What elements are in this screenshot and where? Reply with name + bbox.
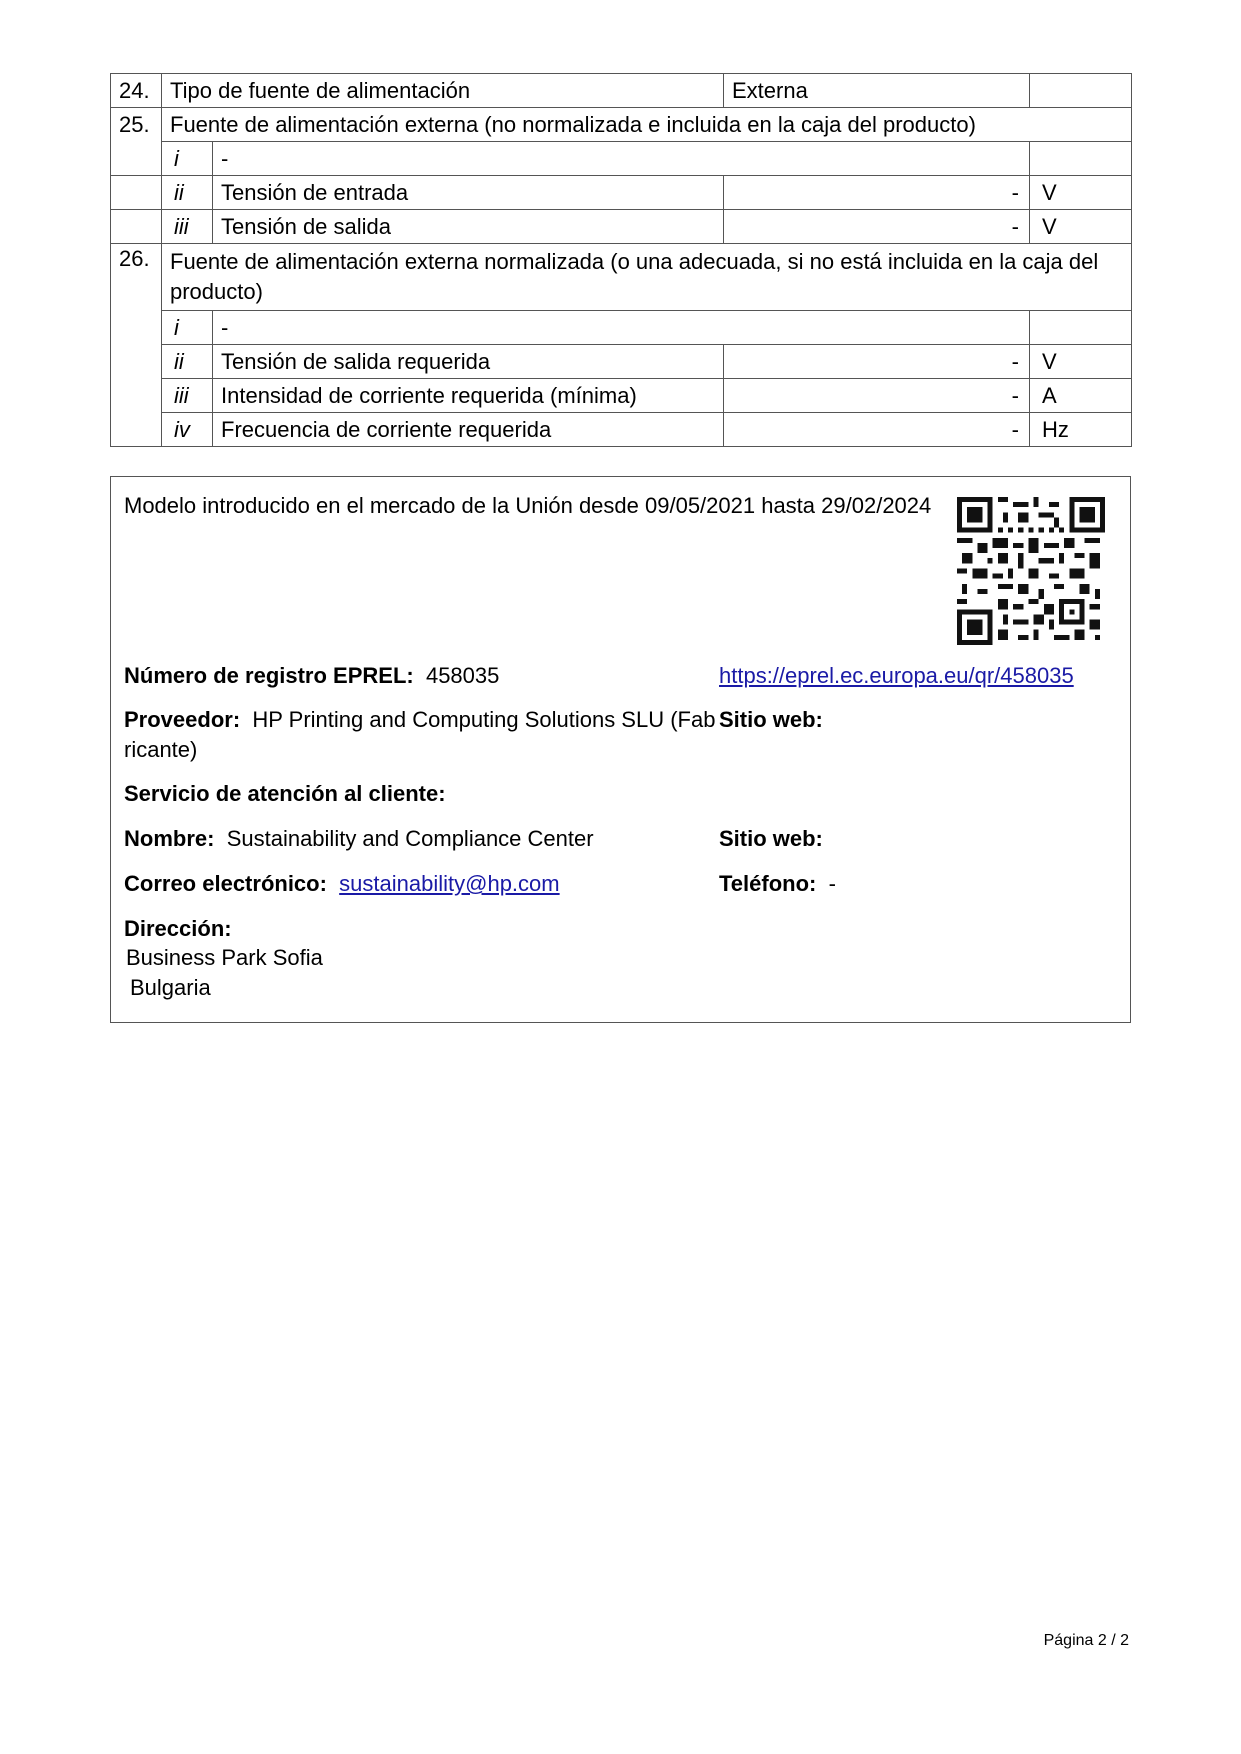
row-value: Externa: [724, 74, 1030, 108]
email-link[interactable]: sustainability@hp.com: [339, 871, 560, 896]
sub-roman: iii: [162, 210, 213, 244]
table-row: [111, 176, 1132, 210]
supplier-value-cont: ricante): [124, 737, 198, 762]
supplier-website-label: Sitio web:: [719, 707, 823, 732]
table-row: [111, 74, 1132, 108]
table-row: [111, 379, 1132, 413]
spec-table: [110, 73, 1132, 447]
sub-roman: ii: [162, 176, 213, 210]
sub-roman: ii: [162, 345, 213, 379]
sub-unit: A: [1030, 379, 1132, 413]
service-website-label: Sitio web:: [719, 826, 823, 851]
address-line: Business Park Sofia: [126, 945, 323, 970]
info-box: [110, 476, 1131, 1023]
row-label: Fuente de alimentación externa (no normalizada e incluida en la caja del producto): [162, 108, 1132, 142]
page-number: Página 2 / 2: [1043, 1632, 1129, 1649]
supplier-value: HP Printing and Computing Solutions SLU (Fab: [252, 707, 716, 732]
eprel-label: Número de registro EPREL:: [124, 663, 414, 688]
table-row: [111, 345, 1132, 379]
sub-roman: iv: [162, 413, 213, 447]
sub-value: -: [724, 345, 1030, 379]
table-row: [111, 413, 1132, 447]
sub-label: -: [213, 142, 1030, 176]
market-text: Modelo introducido en el mercado de la Unión desde 09/05/2021 hasta 29/02/2024: [124, 493, 932, 518]
sub-label: Frecuencia de corriente requerida: [213, 413, 724, 447]
table-row: [111, 244, 1132, 311]
row-number: 25.: [111, 108, 162, 142]
eprel-link[interactable]: https://eprel.ec.europa.eu/qr/458035: [719, 663, 1074, 688]
sub-unit: V: [1030, 210, 1132, 244]
sub-roman: i: [162, 142, 213, 176]
sub-unit: V: [1030, 176, 1132, 210]
sub-value: -: [724, 176, 1030, 210]
phone-value: -: [828, 871, 836, 896]
sub-roman: i: [162, 311, 213, 345]
table-row: [111, 108, 1132, 142]
table-row: [111, 311, 1132, 345]
sub-roman: iii: [162, 379, 213, 413]
row-label: Tipo de fuente de alimentación: [162, 74, 724, 108]
row-unit: [1030, 74, 1132, 108]
address-label: Dirección:: [124, 916, 232, 941]
address-line: Bulgaria: [130, 975, 211, 1000]
service-email: [124, 869, 560, 899]
sub-label: Tensión de salida: [213, 210, 724, 244]
phone-label: Teléfono:: [719, 871, 817, 896]
sub-value: -: [724, 379, 1030, 413]
sub-value: -: [724, 210, 1030, 244]
name-label: Nombre:: [124, 826, 215, 851]
sub-label: Intensidad de corriente requerida (mínima): [213, 379, 724, 413]
name-value: Sustainability and Compliance Center: [226, 826, 594, 851]
row-label: Fuente de alimentación externa normalizada (o una adecuada, si no está incluida en la caja del producto): [162, 244, 1132, 311]
row-number: 26.: [111, 244, 162, 311]
sub-label: Tensión de salida requerida: [213, 345, 724, 379]
service-name: [124, 824, 594, 854]
row-number: 24.: [111, 74, 162, 108]
sub-value: -: [724, 413, 1030, 447]
supplier: [124, 705, 715, 735]
sub-label: -: [213, 311, 1030, 345]
table-row: [111, 210, 1132, 244]
customer-service-heading: Servicio de atención al cliente:: [124, 781, 446, 806]
sub-label: Tensión de entrada: [213, 176, 724, 210]
supplier-label: Proveedor:: [124, 707, 241, 732]
eprel-value: 458035: [425, 663, 500, 688]
email-label: Correo electrónico:: [124, 871, 327, 896]
table-row: [111, 142, 1132, 176]
sub-unit: Hz: [1030, 413, 1132, 447]
qr-code-icon: [957, 497, 1105, 645]
sub-unit: V: [1030, 345, 1132, 379]
eprel-registration: [124, 661, 499, 691]
service-phone: [719, 869, 836, 899]
